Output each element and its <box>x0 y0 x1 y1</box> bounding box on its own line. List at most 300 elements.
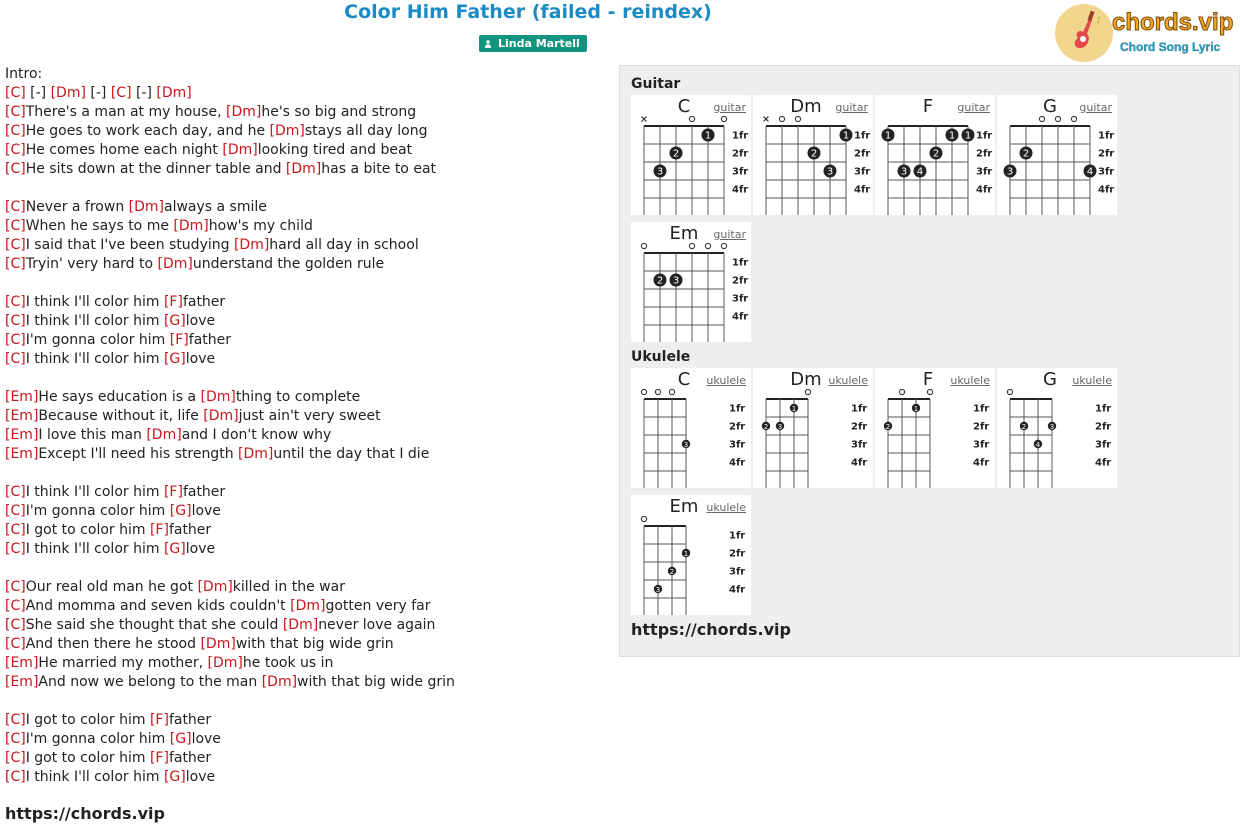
open-string-marker <box>1071 116 1076 121</box>
finger-dot <box>1034 440 1042 449</box>
lyric-line <box>5 312 605 331</box>
open-string-marker <box>641 516 646 521</box>
chord-link[interactable]: [Dm] <box>203 408 239 424</box>
ukulele-chord-c[interactable] <box>631 368 751 488</box>
lyric-line <box>5 521 605 540</box>
finger-dot <box>654 165 667 178</box>
finger-dot <box>946 129 959 142</box>
lyric-text: looking tired and beat <box>257 142 413 158</box>
fret-label: 1fr <box>976 130 993 142</box>
svg-text:♪: ♪ <box>1096 16 1102 26</box>
chord-link[interactable]: [C] <box>5 142 26 158</box>
svg-text:1: 1 <box>964 130 972 142</box>
chord-link[interactable]: [Dm] <box>50 85 86 101</box>
finger-dot <box>668 567 676 576</box>
lyric-text: He says education is a <box>38 389 201 405</box>
svg-text:2: 2 <box>885 422 891 431</box>
fret-label: 3fr <box>1095 439 1112 451</box>
svg-text:2: 2 <box>810 148 818 160</box>
fret-label: 1fr <box>851 403 868 415</box>
lyric-text: love <box>191 731 221 747</box>
lyric-text: There's a man at my house, <box>25 104 226 120</box>
finger-dot <box>776 422 784 431</box>
finger-dot <box>884 422 892 431</box>
blank-line <box>5 369 605 388</box>
lyric-line <box>5 122 605 141</box>
open-string-marker <box>1039 116 1044 121</box>
guitar-chord-f[interactable] <box>875 95 995 215</box>
chord-link[interactable]: [Em] <box>5 389 39 405</box>
lyric-text: I think I'll color him <box>25 484 164 500</box>
lyric-line <box>5 141 605 160</box>
lyric-line <box>5 654 605 673</box>
lyric-line <box>5 578 605 597</box>
fret-label: 4fr <box>851 457 868 469</box>
lyric-text: When he says to me <box>25 218 174 234</box>
svg-text:2: 2 <box>672 148 680 160</box>
chord-link[interactable]: [C] <box>5 522 26 538</box>
logo-wordmark: chords.vip <box>1112 9 1234 36</box>
chord-link[interactable]: [Dm] <box>261 674 298 690</box>
svg-text:1: 1 <box>948 130 956 142</box>
chord-link[interactable]: [Dm] <box>225 104 262 120</box>
lyric-text: until the day that I die <box>273 446 430 462</box>
lyric-line <box>5 65 605 84</box>
finger-dot <box>1048 422 1056 431</box>
fret-label: 3fr <box>732 293 749 305</box>
fret-label: 2fr <box>1098 148 1115 160</box>
chord-link[interactable]: [C] <box>5 579 26 595</box>
finger-dot <box>962 129 975 142</box>
open-string-marker <box>927 389 932 394</box>
fret-label: 4fr <box>1098 184 1115 196</box>
lyric-text: he took us in <box>242 655 334 671</box>
finger-dot <box>790 404 798 413</box>
lyric-text: [-] <box>85 85 111 101</box>
svg-text:1: 1 <box>791 404 797 413</box>
chord-link[interactable]: [C] <box>5 731 26 747</box>
lyric-text: He comes home each night <box>25 142 223 158</box>
instrument-link[interactable]: guitar <box>1079 101 1112 114</box>
svg-text:1: 1 <box>842 130 850 142</box>
svg-text:2: 2 <box>932 148 940 160</box>
ukulele-chord-f[interactable] <box>875 368 995 488</box>
chord-link[interactable]: [C] <box>5 294 26 310</box>
fret-label: 3fr <box>854 166 871 178</box>
lyric-text: Except I'll need his strength <box>38 446 239 462</box>
fret-label: 4fr <box>729 584 746 596</box>
open-string-marker <box>705 243 710 248</box>
lyric-text: I got to color him <box>25 712 150 728</box>
lyric-text: He goes to work each day, and he <box>25 123 270 139</box>
lyric-text: And momma and seven kids couldn't <box>25 598 291 614</box>
chord-link[interactable]: [Em] <box>5 427 39 443</box>
chord-link[interactable]: [C] <box>5 85 26 101</box>
chord-link[interactable]: [C] <box>5 313 26 329</box>
fret-label: 2fr <box>732 148 749 160</box>
lyric-text: [-] <box>25 85 51 101</box>
chord-link[interactable]: [C] <box>5 199 26 215</box>
finger-dot <box>1020 422 1028 431</box>
svg-text:3: 3 <box>656 166 664 178</box>
guitar-chord-g[interactable] <box>997 95 1117 215</box>
chord-link[interactable]: [F] <box>149 712 169 728</box>
open-string-marker <box>641 389 646 394</box>
ukulele-chord-g[interactable] <box>997 368 1117 488</box>
chord-link[interactable]: [C] <box>5 237 26 253</box>
chord-link[interactable]: [Dm] <box>146 427 182 443</box>
lyric-line <box>5 407 605 426</box>
guitar-chord-dm[interactable] <box>753 95 873 215</box>
lyric-text: I said that I've been studying <box>25 237 234 253</box>
finger-dot <box>912 404 920 413</box>
lyric-text: I love this man <box>38 427 147 443</box>
fret-label: 1fr <box>732 257 749 269</box>
lyric-text: I got to color him <box>25 522 150 538</box>
chord-link[interactable]: [Dm] <box>238 446 274 462</box>
chord-link[interactable]: [Dm] <box>200 636 236 652</box>
lyric-text: and I don't know why <box>181 427 332 443</box>
fret-label: 4fr <box>976 184 993 196</box>
svg-text:3: 3 <box>900 166 908 178</box>
open-string-marker <box>1007 389 1012 394</box>
lyric-text: never love again <box>318 617 436 633</box>
lyric-text: how's my child <box>208 218 313 234</box>
chord-link[interactable]: [G] <box>163 769 186 785</box>
lyric-line <box>5 749 605 768</box>
finger-dot <box>1084 165 1097 178</box>
lyric-line <box>5 331 605 350</box>
lyric-line <box>5 597 605 616</box>
finger-dot <box>840 129 853 142</box>
open-string-marker <box>669 389 674 394</box>
fret-label: 2fr <box>976 148 993 160</box>
fret-label: 3fr <box>729 439 746 451</box>
blank-line <box>5 559 605 578</box>
lyric-line <box>5 255 605 274</box>
lyric-text: love <box>185 351 216 367</box>
fret-label: 2fr <box>1095 421 1112 433</box>
lyric-text: Our real old man he got <box>25 579 198 595</box>
svg-text:2: 2 <box>669 567 675 576</box>
lyric-text: killed in the war <box>232 579 345 595</box>
lyric-text: father <box>168 522 212 538</box>
lyric-text: And now we belong to the man <box>38 674 262 690</box>
chord-link[interactable]: [C] <box>5 332 26 348</box>
lyric-text: always a smile <box>163 199 267 215</box>
chord-link[interactable]: [C] <box>5 541 26 557</box>
lyric-text: He married my mother, <box>38 655 208 671</box>
lyric-line <box>5 502 605 521</box>
chord-link[interactable]: [G] <box>163 351 186 367</box>
chord-link[interactable]: [C] <box>5 218 26 234</box>
fret-label: 2fr <box>729 548 746 560</box>
lyric-text: with that big wide grin <box>297 674 455 690</box>
muted-string-marker <box>764 117 769 122</box>
chord-name: Dm <box>790 369 822 390</box>
chord-link[interactable]: [C] <box>5 598 26 614</box>
fret-label: 2fr <box>851 421 868 433</box>
fret-label: 3fr <box>1098 166 1115 178</box>
chord-link[interactable]: [Dm] <box>207 655 243 671</box>
artist-name: Linda Martell <box>498 37 580 50</box>
svg-text:3: 3 <box>1006 166 1014 178</box>
finger-dot <box>654 274 667 287</box>
lyric-text: I think I'll color him <box>25 351 164 367</box>
blank-line <box>5 179 605 198</box>
svg-text:2: 2 <box>1022 148 1030 160</box>
lyrics-body <box>5 65 605 787</box>
fret-label: 2fr <box>854 148 871 160</box>
lyric-line <box>5 768 605 787</box>
instrument-link[interactable]: ukulele <box>706 501 746 514</box>
lyric-text: And then there he stood <box>25 636 201 652</box>
open-string-marker <box>655 389 660 394</box>
lyric-text: father <box>182 294 226 310</box>
fret-label: 4fr <box>729 457 746 469</box>
lyric-line <box>5 160 605 179</box>
guitar-chord-c[interactable] <box>631 95 751 215</box>
lyric-text: hard all day in school <box>269 237 419 253</box>
finger-dot <box>1004 165 1017 178</box>
fret-label: 2fr <box>729 421 746 433</box>
fret-label: 1fr <box>732 130 749 142</box>
chord-name: Em <box>669 223 699 244</box>
fret-label: 3fr <box>976 166 993 178</box>
instrument-link[interactable]: ukulele <box>706 374 746 387</box>
chord-link[interactable]: [Dm] <box>173 218 209 234</box>
finger-dot <box>670 147 683 160</box>
open-string-marker <box>689 243 694 248</box>
lyric-line <box>5 236 605 255</box>
lyric-text: I'm gonna color him <box>25 332 170 348</box>
instrument-link[interactable]: guitar <box>835 101 868 114</box>
fret-label: 3fr <box>732 166 749 178</box>
song-title: Color Him Father (failed - reindex) <box>344 1 712 23</box>
guitar-section-label: Guitar <box>631 76 681 92</box>
open-string-marker <box>689 116 694 121</box>
fret-label: 1fr <box>729 403 746 415</box>
chord-link[interactable]: [C] <box>5 104 26 120</box>
person-icon <box>485 40 491 48</box>
fret-label: 1fr <box>1098 130 1115 142</box>
chord-link[interactable]: [F] <box>149 750 169 766</box>
lyric-text: Because without it, life <box>38 408 204 424</box>
chord-link[interactable]: [C] <box>5 256 26 272</box>
chord-link[interactable]: [Dm] <box>233 237 270 253</box>
chord-link[interactable]: [C] <box>5 161 26 177</box>
lyric-line <box>5 84 605 103</box>
blank-line <box>5 274 605 293</box>
fret-label: 3fr <box>851 439 868 451</box>
chord-link[interactable]: [C] <box>110 85 132 101</box>
chord-link[interactable]: [Dm] <box>269 123 305 139</box>
chord-link[interactable]: [Dm] <box>200 389 236 405</box>
lyric-line <box>5 616 605 635</box>
lyric-line <box>5 540 605 559</box>
muted-string-marker <box>642 117 647 122</box>
fret-label: 1fr <box>854 130 871 142</box>
lyric-line <box>5 711 605 730</box>
instrument-link[interactable]: ukulele <box>1072 374 1112 387</box>
open-string-marker <box>641 243 646 248</box>
chord-link[interactable]: [Em] <box>5 408 39 424</box>
fret-label: 4fr <box>973 457 990 469</box>
site-logo[interactable] <box>1054 3 1234 63</box>
lyric-text: [-] <box>131 85 157 101</box>
lyric-line <box>5 293 605 312</box>
chord-link[interactable]: [C] <box>5 617 26 633</box>
chord-link[interactable]: [F] <box>149 522 169 538</box>
chord-link[interactable]: [F] <box>163 294 183 310</box>
chord-link[interactable]: [C] <box>5 503 26 519</box>
svg-text:3: 3 <box>672 275 680 287</box>
ukulele-chord-dm[interactable] <box>753 368 873 488</box>
fret-label: 4fr <box>732 311 749 323</box>
lyric-text: Intro: <box>5 66 43 82</box>
chord-link[interactable]: [C] <box>5 750 26 766</box>
lyric-text: I think I'll color him <box>25 769 164 785</box>
chord-name: F <box>922 96 934 117</box>
finger-dot <box>654 585 662 594</box>
fret-label: 4fr <box>732 184 749 196</box>
svg-text:2: 2 <box>763 422 769 431</box>
lyric-text: I think I'll color him <box>25 294 164 310</box>
chord-name: G <box>1043 96 1057 117</box>
fret-label: 2fr <box>732 275 749 287</box>
chord-name: Dm <box>790 96 822 117</box>
artist-badge[interactable] <box>479 35 587 52</box>
lyric-text: Tryin' very hard to <box>25 256 158 272</box>
chord-link[interactable]: [Em] <box>5 655 39 671</box>
chord-diagrams-panel <box>619 65 1240 657</box>
instrument-link[interactable]: guitar <box>957 101 990 114</box>
lyric-text: I got to color him <box>25 750 150 766</box>
fret-label: 3fr <box>729 566 746 578</box>
lyric-text: I'm gonna color him <box>25 503 170 519</box>
lyric-text: love <box>185 769 216 785</box>
lyric-text: love <box>185 313 216 329</box>
svg-text:3: 3 <box>655 585 661 594</box>
fret-label: 4fr <box>854 184 871 196</box>
lyric-text: stays all day long <box>304 123 428 139</box>
chord-link[interactable]: [F] <box>163 484 183 500</box>
lyric-line <box>5 350 605 369</box>
chord-link[interactable]: [G] <box>163 541 186 557</box>
lyric-line <box>5 198 605 217</box>
lyric-line <box>5 635 605 654</box>
svg-text:3: 3 <box>826 166 834 178</box>
fret-label: 1fr <box>973 403 990 415</box>
chord-link[interactable]: [Dm] <box>290 598 326 614</box>
chord-link[interactable]: [G] <box>169 731 192 747</box>
finger-dot <box>682 440 690 449</box>
chord-link[interactable]: [Dm] <box>282 617 319 633</box>
chord-link[interactable]: [Dm] <box>128 199 164 215</box>
lyric-text: Never a frown <box>25 199 129 215</box>
instrument-link[interactable]: guitar <box>713 228 746 241</box>
chord-link[interactable]: [Dm] <box>285 161 322 177</box>
lyric-line <box>5 445 605 464</box>
svg-text:1: 1 <box>704 130 712 142</box>
finger-dot <box>882 129 895 142</box>
fret-label: 3fr <box>973 439 990 451</box>
svg-text:1: 1 <box>913 404 919 413</box>
panel-url[interactable]: https://chords.vip <box>631 620 791 639</box>
finger-dot <box>682 549 690 558</box>
svg-text:4: 4 <box>1035 440 1041 449</box>
lyric-text: I think I'll color him <box>25 541 164 557</box>
fret-label: 1fr <box>1095 403 1112 415</box>
fret-label: 1fr <box>729 530 746 542</box>
chord-link[interactable]: [Dm] <box>222 142 258 158</box>
lyric-text: with that big wide grin <box>235 636 394 652</box>
open-string-marker <box>1055 116 1060 121</box>
finger-dot <box>824 165 837 178</box>
lyric-text: father <box>168 750 212 766</box>
chord-link[interactable]: [C] <box>5 123 26 139</box>
chord-name: Em <box>669 496 699 517</box>
lyric-text: gotten very far <box>325 598 431 614</box>
fret-label: 2fr <box>973 421 990 433</box>
chord-link[interactable]: [C] <box>5 351 26 367</box>
guitar-chord-em[interactable] <box>631 222 751 342</box>
chord-link[interactable]: [Em] <box>5 446 39 462</box>
open-string-marker <box>779 116 784 121</box>
lyric-text: love <box>185 541 216 557</box>
finger-dot <box>914 165 927 178</box>
lyric-text: He sits down at the dinner table and <box>25 161 286 177</box>
chord-link[interactable]: [Em] <box>5 674 39 690</box>
chord-link[interactable]: [F] <box>169 332 189 348</box>
chord-link[interactable]: [G] <box>163 313 186 329</box>
chord-link[interactable]: [Dm] <box>157 256 193 272</box>
lyric-text: She said she thought that she could <box>25 617 283 633</box>
lyric-text: I'm gonna color him <box>25 731 170 747</box>
lyric-line <box>5 673 605 692</box>
fret-label: 4fr <box>1095 457 1112 469</box>
chord-name: C <box>677 369 691 390</box>
instrument-link[interactable]: guitar <box>713 101 746 114</box>
footer-url[interactable]: https://chords.vip <box>5 804 165 823</box>
lyric-line <box>5 217 605 236</box>
chord-link[interactable]: [G] <box>169 503 192 519</box>
chord-link[interactable]: [Dm] <box>156 85 192 101</box>
instrument-link[interactable]: ukulele <box>950 374 990 387</box>
lyric-line <box>5 103 605 122</box>
svg-text:3: 3 <box>1049 422 1055 431</box>
lyric-text: father <box>168 712 212 728</box>
ukulele-chord-em[interactable] <box>631 495 751 615</box>
blank-line <box>5 464 605 483</box>
chord-link[interactable]: [Dm] <box>197 579 233 595</box>
chord-link[interactable]: [C] <box>5 636 26 652</box>
chord-name: G <box>1043 369 1057 390</box>
chord-link[interactable]: [C] <box>5 769 26 785</box>
instrument-link[interactable]: ukulele <box>828 374 868 387</box>
finger-dot <box>808 147 821 160</box>
ukulele-section-label: Ukulele <box>631 349 691 365</box>
lyric-text: has a bite to eat <box>321 161 437 177</box>
finger-dot <box>898 165 911 178</box>
blank-line <box>5 692 605 711</box>
open-string-marker <box>721 243 726 248</box>
lyric-text: I think I'll color him <box>25 313 164 329</box>
open-string-marker <box>721 116 726 121</box>
chord-link[interactable]: [C] <box>5 712 26 728</box>
chord-link[interactable]: [C] <box>5 484 26 500</box>
lyric-line <box>5 730 605 749</box>
